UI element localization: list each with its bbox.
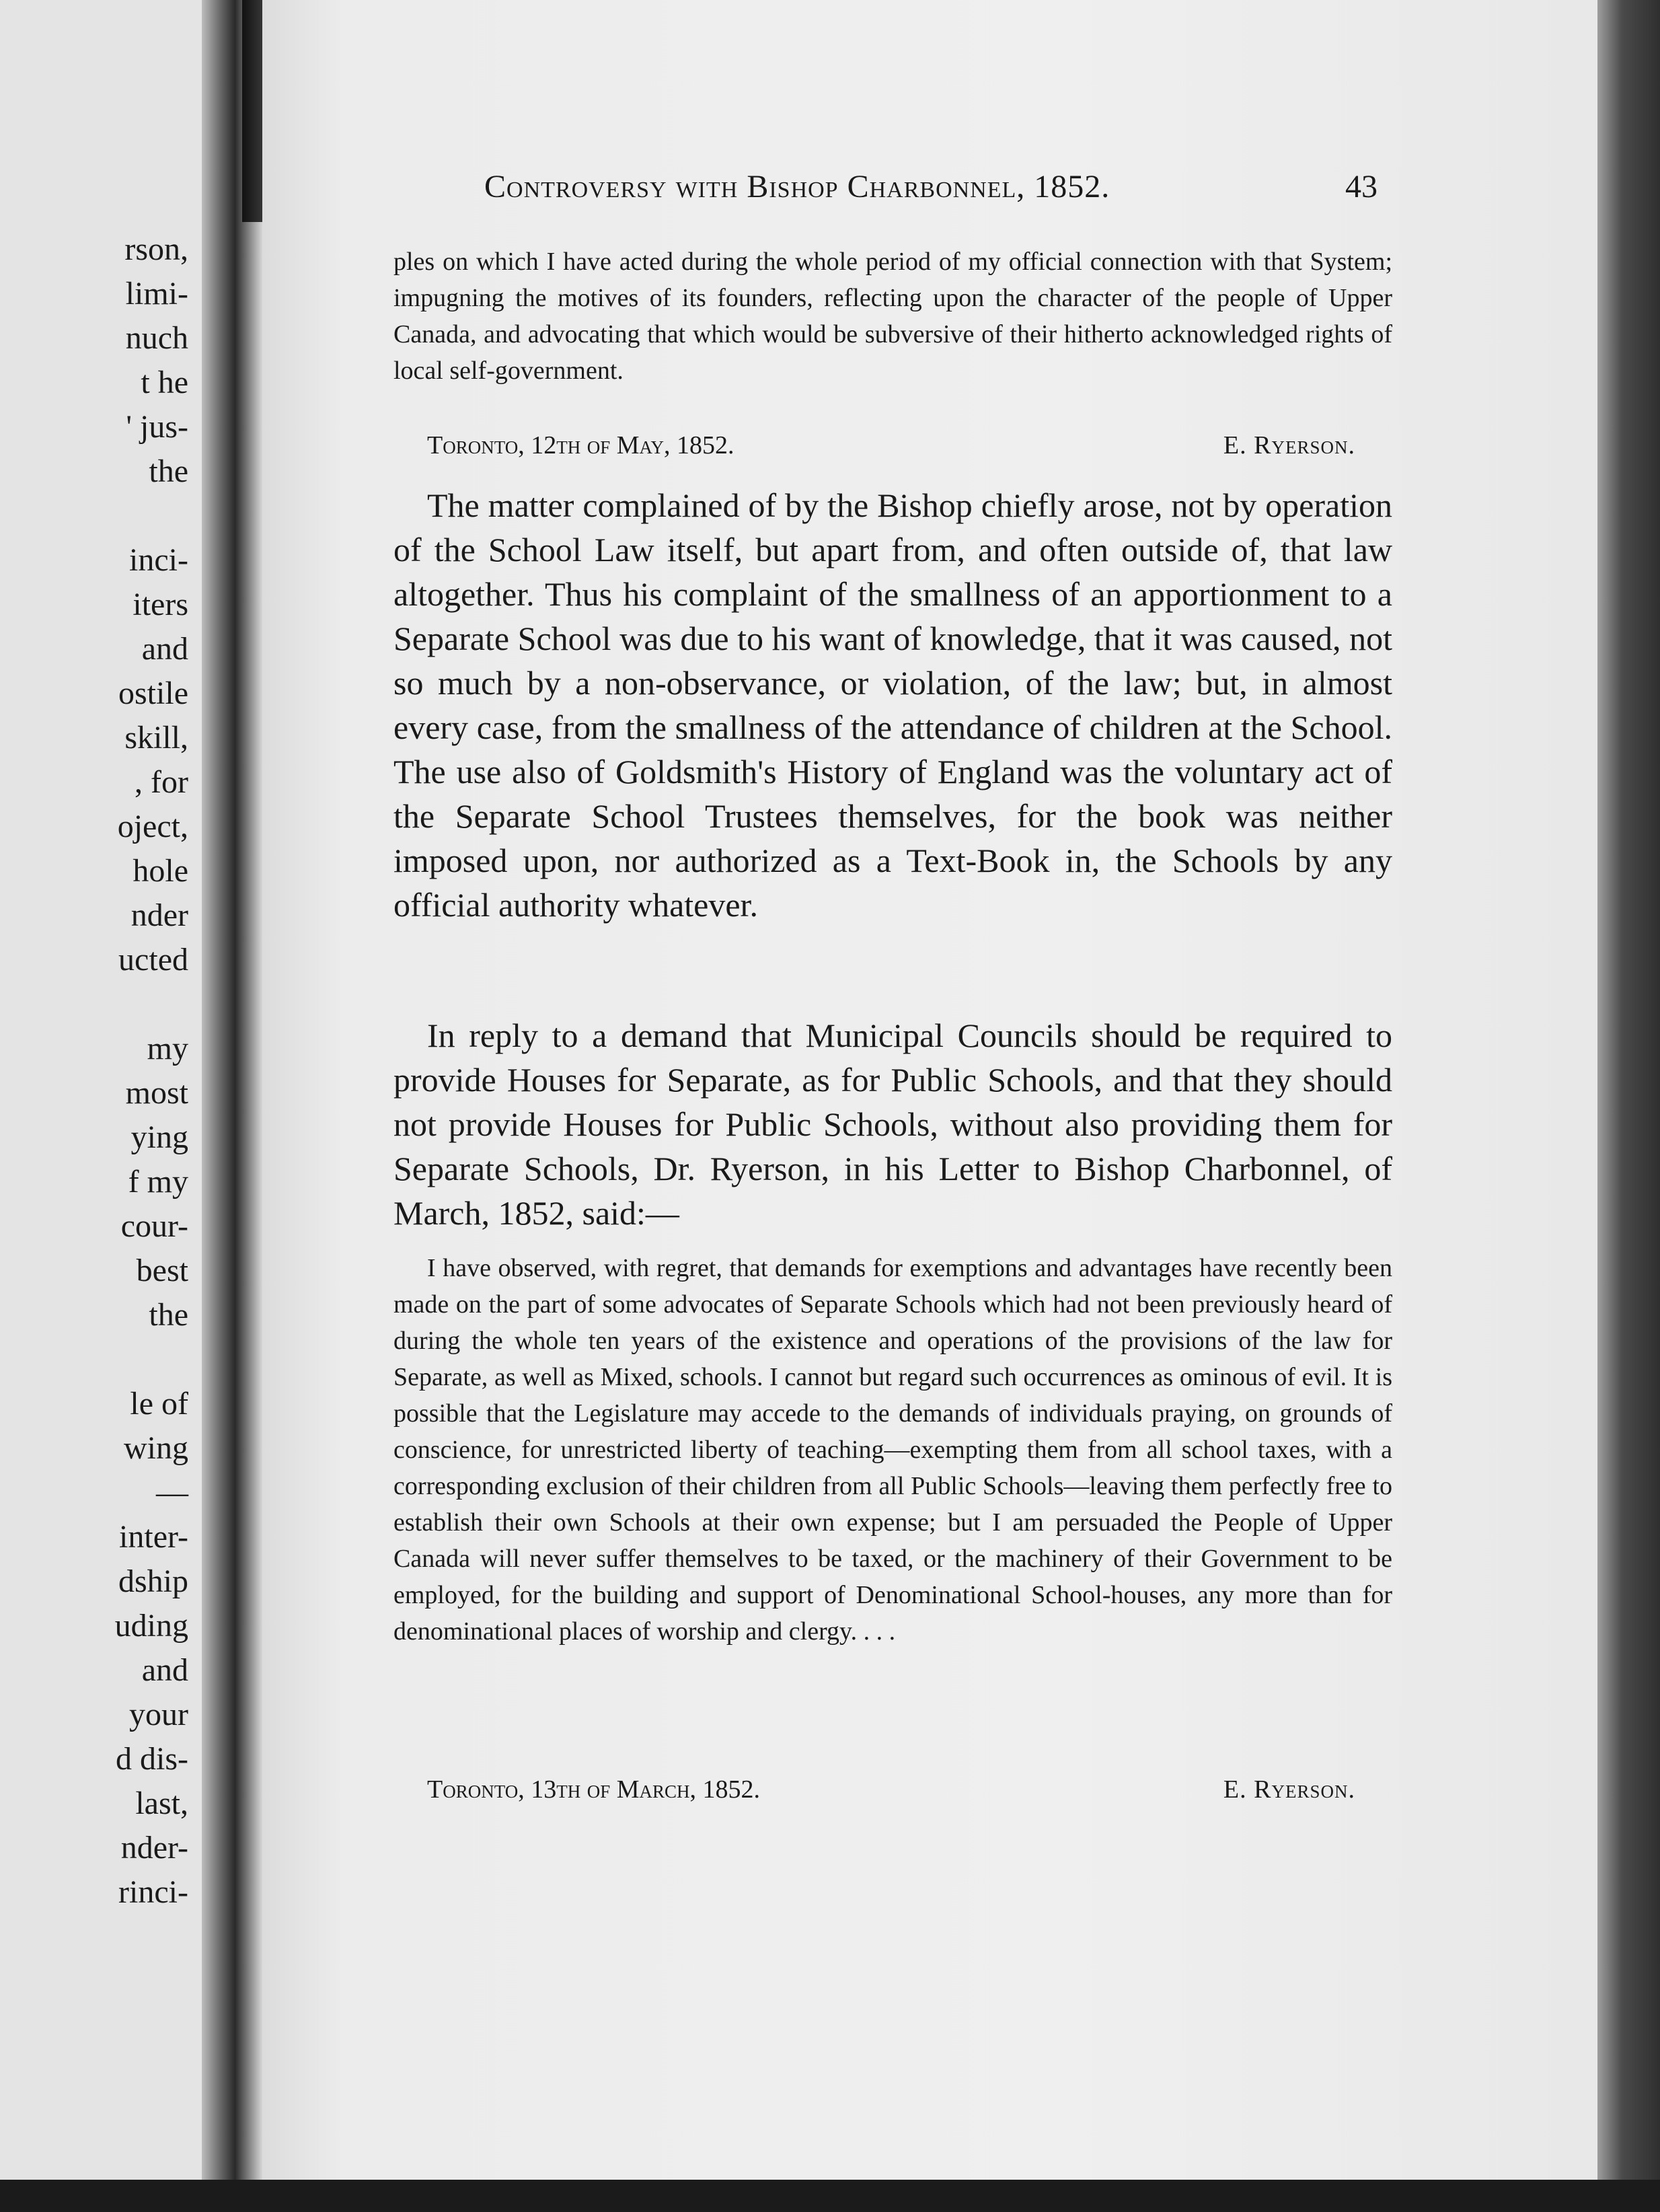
facing-page-fragment: wing [124, 1430, 188, 1466]
facing-page-fragment: ostile [118, 675, 188, 711]
facing-page-fragment: d dis- [116, 1741, 188, 1777]
facing-page-fragment: ucted [118, 942, 188, 978]
facing-page-fragment: ' jus- [126, 409, 188, 445]
facing-page-fragment: nder- [120, 1830, 188, 1866]
facing-page-fragment: f my [128, 1164, 188, 1200]
page-number: 43 [1345, 169, 1378, 205]
facing-page-fragment: the [149, 1297, 188, 1333]
facing-page-fragment [115, 982, 188, 1027]
facing-page-fragment: and [141, 631, 188, 667]
signature: E. Ryerson. [1223, 431, 1355, 459]
facing-page-fragment: limi- [125, 276, 188, 311]
facing-page-fragment: ying [130, 1119, 188, 1155]
facing-page-fragment: uding [114, 1608, 188, 1644]
facing-page-fragment [115, 1337, 188, 1382]
page-edge-shadow [1597, 0, 1660, 2212]
place-date: Toronto, 12th of May, 1852. [427, 431, 734, 459]
place-date: Toronto, 13th of March, 1852. [427, 1775, 761, 1804]
facing-page-fragment: inci- [129, 542, 188, 578]
facing-page-fragment: hole [133, 853, 188, 889]
facing-page-fragment: skill, [124, 720, 188, 755]
quoted-letter-continuation: ples on which I have acted during the whole period of my official connection with that System; impugning the motives of its founders, reflecting upon the character of the people of Upper Canada, and advocating that which would be subversive of their hitherto acknowledged rights of local self-government. [393, 248, 1392, 385]
running-head: Controversy with Bishop Charbonnel, 1852. [484, 169, 1110, 205]
facing-page-fragment: rson, [124, 231, 188, 267]
facing-page-fragment: — [156, 1475, 188, 1510]
facing-page-fragment: my [147, 1031, 188, 1066]
signature: E. Ryerson. [1223, 1775, 1355, 1804]
facing-page [0, 0, 202, 2212]
facing-page-fragment: and [141, 1652, 188, 1688]
quoted-letter: I have observed, with regret, that demands for exemptions and advantages have recently been made on the part of some advocates of Separate Schools which had not been previously heard of during the whole ten years of the existence and operations of the provisions of the law for Separate, as well as Mixed, schools. I cannot but regard such occurrences as ominous of evil. It is possible that the Legislature may accede to the demands of individuals praying, on grounds of conscience, for unrestricted liberty of teaching—exempting them from all school taxes, with a corresponding exclusion of their children from all Public Schools—leaving them perfectly free to establish their own Schools at their own expense; but I am persuaded the People of Upper Canada will never suffer themselves to be taxed, or the machinery of their Government to be employed, for the building and support of Denominational School-houses, any more than for denominational places of worship and clergy. . . . [393, 1254, 1392, 1646]
facing-page-fragment: inter- [119, 1519, 188, 1555]
body-paragraph: The matter complained of by the Bishop chiefly arose, not by operation of the School Law itself, but apart from, and often outside of, that law altogether. Thus his complaint of the smallness of an apportionment to a Separate School was due to his want of knowledge, that it was caused, not so much by a non-observance, or violation, of the law; but, in almost every case, from the smallness of the attendance of children at the School. The use also of Goldsmith's History of England was the voluntary act of the Separate School Trustees themselves, for the book was neither imposed upon, nor authorized as a Text-Book in, the Schools by any official authority whatever. [393, 486, 1392, 924]
body-paragraph: In reply to a demand that Municipal Councils should be required to provide Houses for Separate, as for Public Schools, and that they should not provide Houses for Public Schools, without also providing them for Separate Schools, Dr. Ryerson, in his Letter to Bishop Charbonnel, of March, 1852, said:— [393, 1017, 1392, 1232]
facing-page-fragment: nuch [125, 320, 188, 356]
facing-page-fragment: most [125, 1075, 188, 1111]
facing-page-text [115, 227, 188, 1915]
facing-page-fragment: dship [118, 1563, 188, 1599]
facing-page-fragment: best [136, 1253, 188, 1288]
facing-page-fragment: le of [130, 1386, 188, 1422]
facing-page-fragment: last, [135, 1785, 188, 1821]
facing-page-fragment: , for [135, 764, 188, 800]
facing-page-fragment: t he [141, 365, 188, 400]
facing-page-fragment: nder [130, 897, 188, 933]
facing-page-fragment: your [129, 1697, 188, 1732]
facing-page-fragment: rinci- [118, 1874, 188, 1910]
facing-page-fragment: iters [133, 587, 188, 622]
book-gutter [202, 0, 262, 2212]
facing-page-fragment: oject, [117, 809, 188, 844]
facing-page-fragment: the [149, 453, 188, 489]
facing-page-fragment: cour- [120, 1208, 188, 1244]
scan-border [0, 2180, 1660, 2212]
facing-page-fragment [115, 494, 188, 538]
